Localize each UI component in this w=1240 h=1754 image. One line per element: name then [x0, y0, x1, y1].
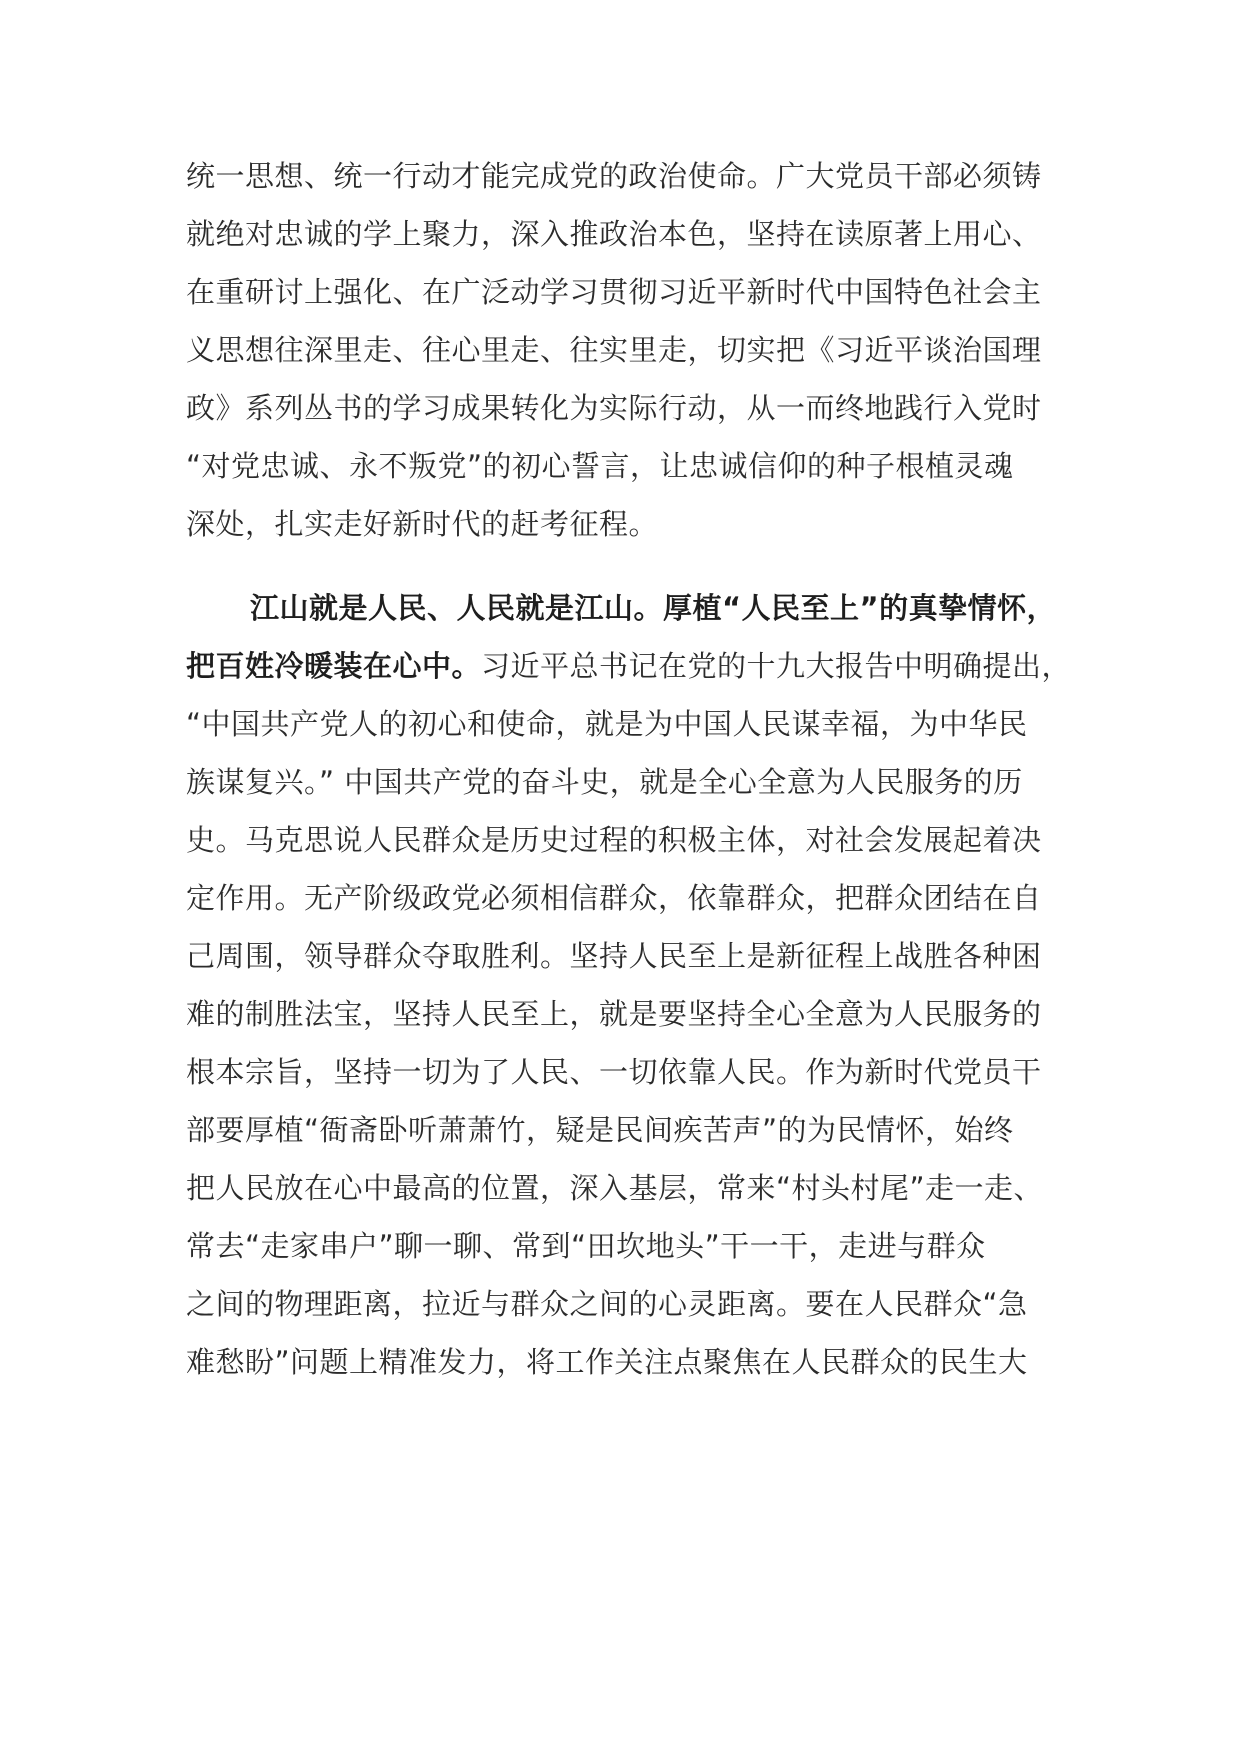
paragraph-2-line: 根本宗旨，坚持一切为了人民、一切依靠人民。作为新时代党员干 — [186, 1055, 1042, 1089]
paragraph-1-line: 政》系列丛书的学习成果转化为实际行动，从一而终地践行入党时 — [186, 391, 1042, 425]
paragraph-2-heading: 江山就是人民、人民就是江山。厚植“人民至上”的真挚情怀， — [250, 591, 1057, 625]
paragraph-2-line: 族谋复兴。” 中国共产党的奋斗史，就是全心全意为人民服务的历 — [186, 765, 1023, 799]
paragraph-2-line — [186, 646, 1071, 686]
paragraph-1-line: 在重研讨上强化、在广泛动学习贯彻习近平新时代中国特色社会主 — [186, 275, 1042, 309]
paragraph-2-line: 把人民放在心中最高的位置，深入基层，常来“村头村尾”走一走、 — [186, 1171, 1044, 1205]
paragraph-1-line: 统一思想、统一行动才能完成党的政治使命。广大党员干部必须铸 — [186, 159, 1042, 193]
paragraph-2-line: 定作用。无产阶级政党必须相信群众，依靠群众，把群众团结在自 — [186, 881, 1042, 915]
paragraph-1-line: 义思想往深里走、往心里走、往实里走，切实把《习近平谈治国理 — [186, 333, 1042, 367]
paragraph-1-line: “对党忠诚、永不叛党”的初心誓言，让忠诚信仰的种子根植灵魂 — [186, 449, 1014, 483]
paragraph-1-line: 深处，扎实走好新时代的赶考征程。 — [186, 507, 659, 541]
paragraph-2-line: 难的制胜法宝，坚持人民至上，就是要坚持全心全意为人民服务的 — [186, 997, 1042, 1031]
paragraph-1-line: 就绝对忠诚的学上聚力，深入推政治本色，坚持在读原著上用心、 — [186, 217, 1042, 251]
paragraph-2-line: 常去“走家串户”聊一聊、常到“田坎地头”干一干，走进与群众 — [186, 1229, 986, 1263]
paragraph-2-line: 史。马克思说人民群众是历史过程的积极主体，对社会发展起着决 — [186, 823, 1042, 857]
paragraph-2-heading-continued: 把百姓冷暖装在心中。 — [186, 649, 482, 683]
paragraph-2-line: “中国共产党人的初心和使命，就是为中国人民谋幸福，为中华民 — [186, 707, 1028, 741]
paragraph-2-line: 部要厚植“衙斋卧听萧萧竹，疑是民间疾苦声”的为民情怀，始终 — [186, 1113, 1014, 1147]
paragraph-2-line-rest: 习近平总书记在党的十九大报告中明确提出， — [481, 649, 1072, 683]
paragraph-2-line: 之间的物理距离，拉近与群众之间的心灵距离。要在人民群众“急 — [186, 1287, 1028, 1321]
paragraph-2-line: 难愁盼”问题上精准发力，将工作关注点聚焦在人民群众的民生大 — [186, 1345, 1028, 1379]
paragraph-2-line: 己周围，领导群众夺取胜利。坚持人民至上是新征程上战胜各种困 — [186, 939, 1042, 973]
